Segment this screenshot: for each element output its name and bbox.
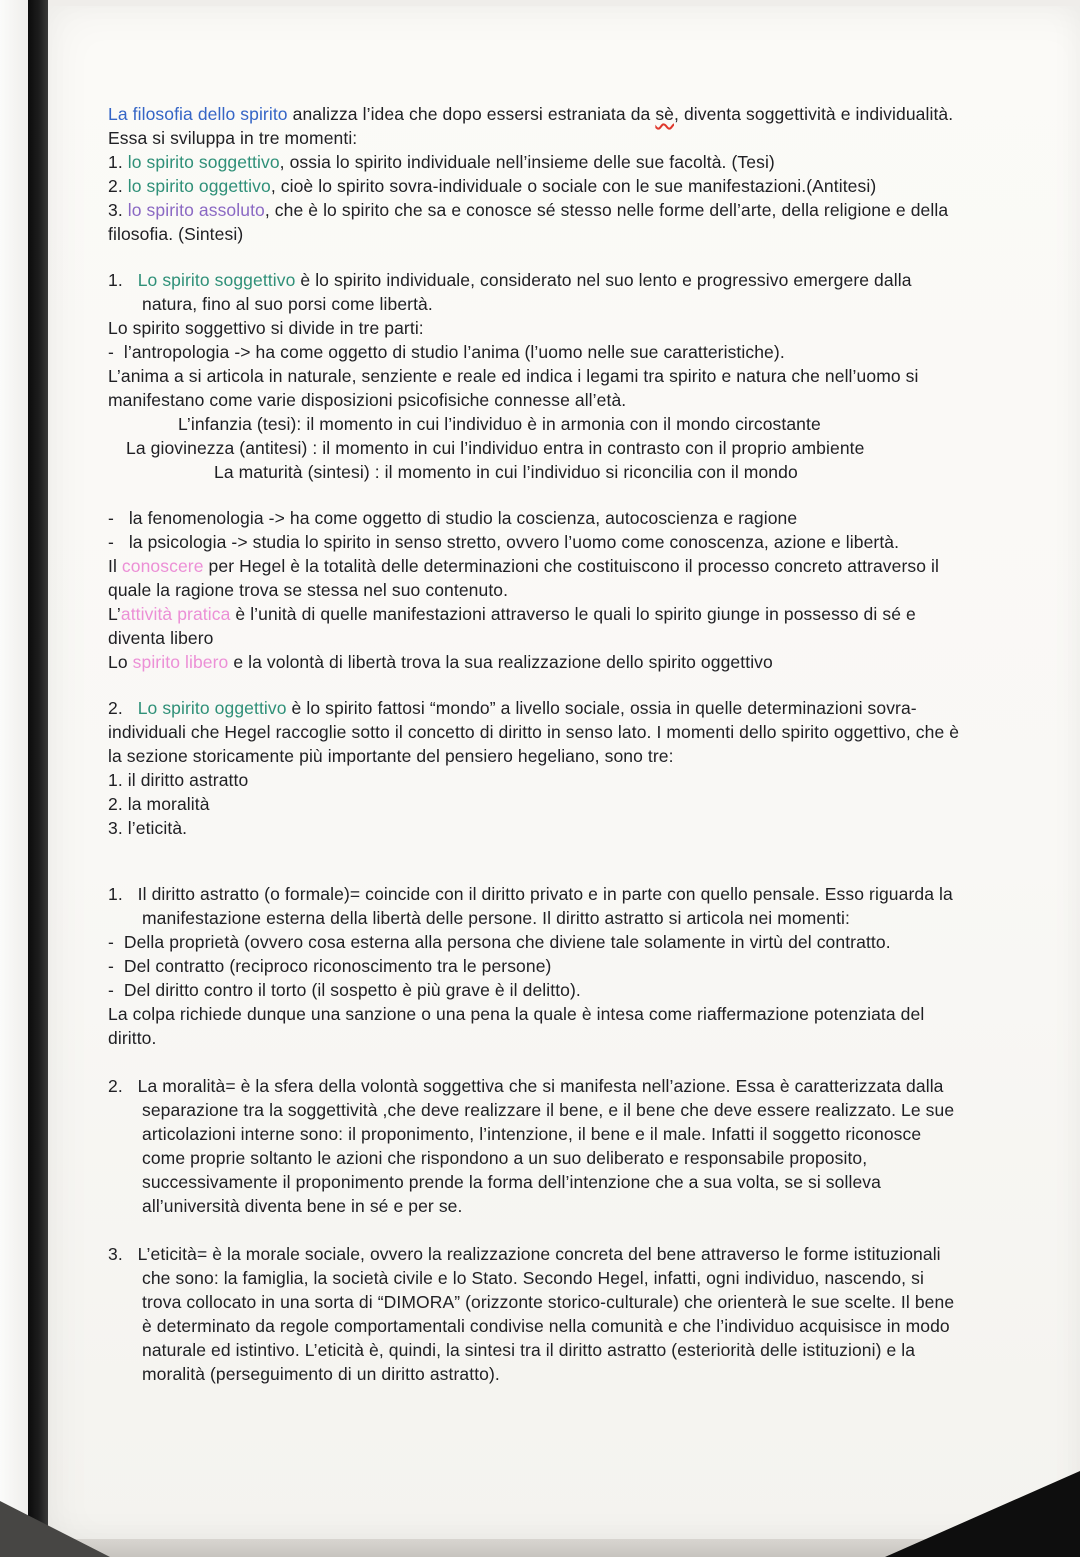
text-run: , ossia lo spirito individuale nell’insieme delle sue facoltà. (Tesi) <box>279 152 775 172</box>
text-run: analizza l’idea che dopo essersi estraniata da <box>287 104 656 124</box>
highlight-blue: La filosofia dello spirito <box>108 104 288 124</box>
attivita-pratica-paragraph <box>108 602 965 650</box>
page-edge-shadow <box>28 0 48 1557</box>
text-run: L’infanzia (tesi): il momento in cui l’individuo è in armonia con il mondo circostante <box>178 414 821 434</box>
text-run: , diventa soggettività e individualità. Essa si sviluppa in tre momenti: <box>108 104 954 148</box>
text-run: per Hegel è la totalità delle determinazioni che costituiscono il processo concreto attraverso il quale la ragione trova se stessa nel suo contenuto. <box>108 556 940 600</box>
highlight-teal: lo spirito soggettivo <box>127 152 280 172</box>
document-body <box>108 102 965 1386</box>
eticita-paragraph <box>108 1242 965 1386</box>
text-run: 2. <box>108 176 128 196</box>
text-run: Lo spirito soggettivo si divide in tre parti: <box>108 318 424 338</box>
text-run: L’anima a si articola in naturale, senziente e reale ed indica i legami tra spirito e natura che nell’uomo si manifestano come varie disposizioni psicofisiche connesse all’età. <box>108 366 919 410</box>
text-run: - Della proprietà (ovvero cosa esterna alla persona che diviene tale solamente in virtù del contratto. <box>108 932 891 952</box>
text-run: , che è lo spirito che sa e conosce sé stesso nelle forme dell’arte, della religione e della filosofia. (Sintesi) <box>108 200 949 244</box>
spirito-oggettivo-paragraph <box>108 696 965 768</box>
tre-parti-line <box>108 316 965 340</box>
momenti-item-3 <box>108 816 965 840</box>
spirito-libero-paragraph <box>108 650 965 674</box>
highlight-pink: spirito libero <box>132 652 229 672</box>
antropologia-item <box>108 340 965 364</box>
psicologia-item <box>108 530 965 554</box>
text-run: L’ <box>108 604 121 624</box>
highlight-teal: Lo spirito oggettivo <box>137 698 287 718</box>
text-run: 1. Il diritto astratto (o formale)= coincide con il diritto privato e in parte con quello pensale. Esso riguarda la manifestazione esterna della libertà delle persone. Il diritto astratto si articola nei momenti: <box>108 884 953 928</box>
text-run: 1. <box>108 152 128 172</box>
intro-item-tesi <box>108 150 965 174</box>
colpa-paragraph <box>108 1002 965 1050</box>
text-run: , cioè lo spirito sovra-individuale o sociale con le sue manifestazioni.(Antitesi) <box>270 176 877 196</box>
moralita-paragraph <box>108 1074 965 1218</box>
text-run: 1. <box>108 270 138 290</box>
text-run: 3. <box>108 200 128 220</box>
giovinezza-line <box>126 436 965 460</box>
text-run: - l’antropologia -> ha come oggetto di studio l’anima (l’uomo nelle sue caratteristiche). <box>108 342 785 362</box>
text-run: - la fenomenologia -> ha come oggetto di studio la coscienza, autocoscienza e ragione <box>108 508 798 528</box>
conoscere-paragraph <box>108 554 965 602</box>
text-run: 1. il diritto astratto <box>108 770 249 790</box>
intro-item-sintesi <box>108 198 965 246</box>
text-run: - Del diritto contro il torto (il sospetto è più grave è il delitto). <box>108 980 581 1000</box>
diritto-astratto-paragraph <box>108 882 965 930</box>
text-run: è l’unità di quelle manifestazioni attraverso le quali lo spirito giunge in possesso di sé e diventa libero <box>108 604 916 648</box>
text-run: 3. l’eticità. <box>108 818 188 838</box>
highlight-pink: attività pratica <box>120 604 231 624</box>
infanzia-line <box>178 412 965 436</box>
maturita-line <box>214 460 965 484</box>
intro-paragraph <box>108 102 965 150</box>
momenti-item-2 <box>108 792 965 816</box>
highlight-pink: conoscere <box>121 556 204 576</box>
text-run: 2. La moralità= è la sfera della volontà soggettiva che si manifesta nell’azione. Essa è caratterizzata dalla separazione tra la soggettività ,che deve realizzare il bene, e il bene che deve essere realizzato. Le sue articolazioni interne sono: il proponimento, l’intenzione, il bene e il male. Infatti il soggetto riconosce come proprie soltanto le azioni che rispondono a un suo deliberato e responsabile proposito, successivamente il proponimento prende la forma dell’intenzione che a sua volta, se si solleva all’università diventa bene in sé e per se. <box>108 1076 955 1216</box>
notes-page <box>48 6 1080 1539</box>
text-run: 2. la moralità <box>108 794 210 814</box>
intro-item-antitesi <box>108 174 965 198</box>
fenomenologia-item <box>108 506 965 530</box>
text-run: La colpa richiede dunque una sanzione o una pena la quale è intesa come riaffermazione potenziata del diritto. <box>108 1004 925 1048</box>
text-run: è lo spirito individuale, considerato nel suo lento e progressivo emergere dalla natura, fino al suo porsi come libertà. <box>142 270 912 314</box>
momenti-item-1 <box>108 768 965 792</box>
text-run: 3. L’eticità= è la morale sociale, ovvero la realizzazione concreta del bene attraverso le forme istituzionali che sono: la famiglia, la società civile e lo Stato. Secondo Hegel, infatti, ogni individuo, nascendo, si trova collocato in una sorta di “DIMORA” (orizzonte storico-culturale) che orienterà le sue scelte. Il bene è determinato da regole comportamentali condivise nella comunità e che l’individuo acquisisce in modo naturale ed istintivo. L’eticità è, quindi, la sintesi tra il diritto astratto (esteriorità delle istituzioni) e la moralità (perseguimento di un diritto astratto). <box>108 1244 955 1384</box>
text-run: Lo <box>108 652 133 672</box>
contratto-item <box>108 954 965 978</box>
highlight-purple: lo spirito assoluto <box>127 200 265 220</box>
torto-item <box>108 978 965 1002</box>
spirito-soggettivo-paragraph <box>108 268 965 316</box>
anima-paragraph <box>108 364 965 412</box>
page-left-margin <box>0 0 28 1557</box>
text-run: 2. <box>108 698 138 718</box>
text-run: Il <box>108 556 122 576</box>
highlight-teal: Lo spirito soggettivo <box>137 270 296 290</box>
text-run: e la volontà di libertà trova la sua realizzazione dello spirito oggettivo <box>228 652 773 672</box>
text-run: - la psicologia -> studia lo spirito in senso stretto, ovvero l’uomo come conoscenza, azione e libertà. <box>108 532 900 552</box>
text-run: - Del contratto (reciproco riconoscimento tra le persone) <box>108 956 552 976</box>
highlight-teal: lo spirito oggettivo <box>127 176 271 196</box>
text-run: La maturità (sintesi) : il momento in cui l’individuo si riconcilia con il mondo <box>214 462 798 482</box>
proprieta-item <box>108 930 965 954</box>
text-run: La giovinezza (antitesi) : il momento in cui l’individuo entra in contrasto con il proprio ambiente <box>126 438 865 458</box>
text-run: è lo spirito fattosi “mondo” a livello sociale, ossia in quelle determinazioni sovra-individuali che Hegel raccoglie sotto il concetto di diritto in senso lato. I momenti dello spirito oggettivo, che è la sezione storicamente più importante del pensiero hegeliano, sono tre: <box>108 698 960 766</box>
misspelled-word: sè <box>655 104 675 124</box>
